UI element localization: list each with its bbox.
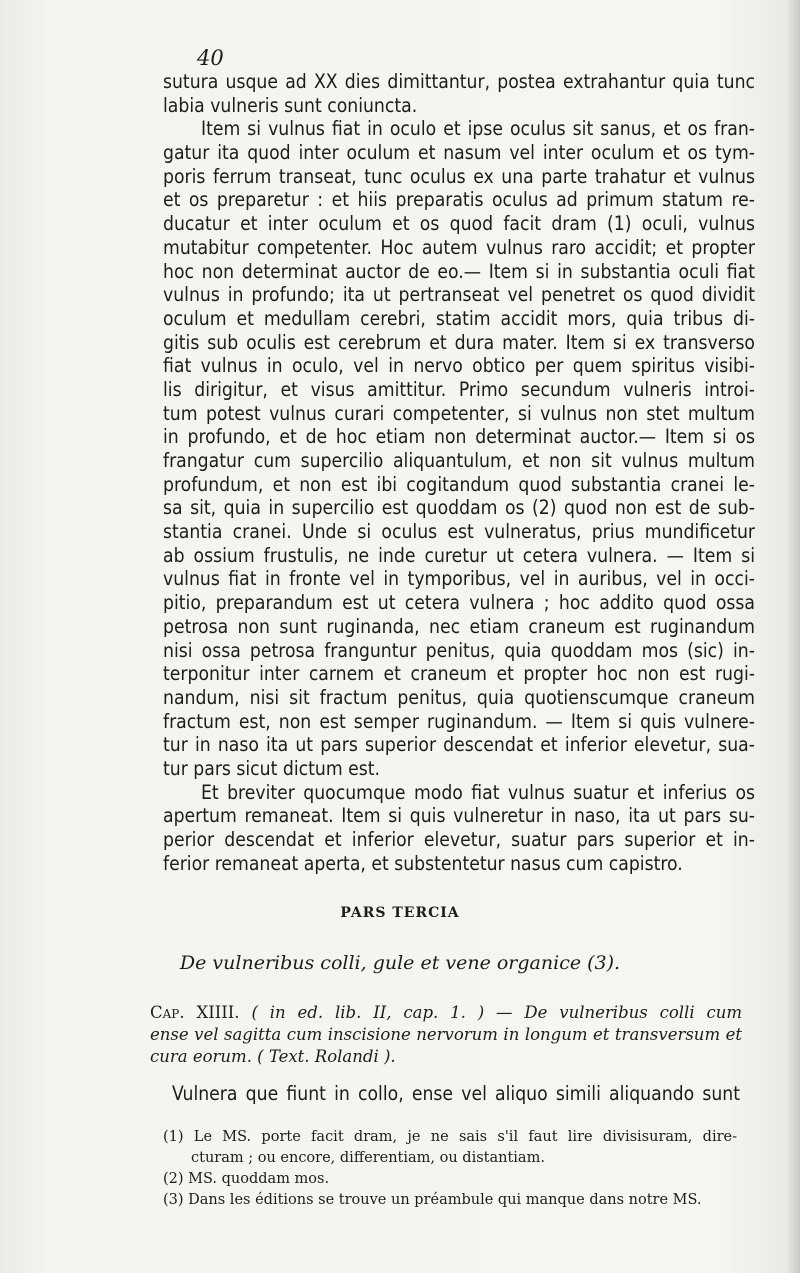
text-line: oculum et medullam cerebri, statim accidit mors, quia tribus di-: [163, 306, 755, 330]
text-line: sa sit, quia in supercilio est quoddam os (2) quod non est de sub-: [163, 496, 755, 520]
text-line: tur in naso ita ut pars superior descendat et inferior elevetur, sua-: [163, 733, 755, 757]
text-line: in profundo, et de hoc etiam non determinat auctor.— Item si os: [163, 425, 755, 449]
paragraph-start: Vulnera que fiunt in collo, ense vel aliquo simili aliquando sunt: [172, 1082, 740, 1105]
chapter-heading: [150, 1002, 742, 1068]
text-line: terponitur inter carnem et craneum et propter hoc non est rugi-: [163, 662, 755, 686]
chapter-heading-line: ense vel sagitta cum inscisione nervorum in longum et transversum et: [150, 1025, 742, 1044]
section-title: PARS TERCIA: [340, 905, 460, 921]
text-line: nandum, nisi sit fractum penitus, quia quotienscumque craneum: [163, 685, 755, 709]
footnote-line: (3) Dans les éditions se trouve un préambule qui manque dans notre MS.: [163, 1192, 702, 1208]
text-line: lis dirigitur, et visus amittitur. Primo secundum vulneris introi-: [163, 377, 755, 401]
footnote-line: (2) MS. quoddam mos.: [163, 1171, 330, 1187]
text-line: ab ossium frustulis, ne inde curetur ut cetera vulnera. — Item si: [163, 543, 755, 567]
text-line: fiat vulnus in oculo, vel in nervo obtico per quem spiritus visibi-: [163, 354, 755, 378]
text-line: vulnus in profundo; ita ut pertranseat vel penetret os quod dividit: [163, 283, 755, 307]
text-line: stantia cranei. Unde si oculus est vulneratus, prius mundificetur: [163, 520, 755, 544]
text-line: sutura usque ad XX dies dimittantur, postea extrahantur quia tunc: [163, 70, 755, 93]
text-line: mutabitur competenter. Hoc autem vulnus raro accidit; et propter: [163, 235, 755, 259]
text-line: gitis sub oculis est cerebrum et dura mater. Item si ex transverso: [163, 330, 755, 354]
main-text-block: [163, 70, 755, 875]
text-line: Et breviter quocumque modo fiat vulnus suatur et inferius os: [201, 780, 755, 804]
footnotes: [163, 1127, 737, 1211]
text-line: poris ferrum transeat, tunc oculus ex una parte trahatur et vulnus: [163, 164, 755, 188]
text-line: ducatur et inter oculum et os quod facit dram (1) oculi, vulnus: [163, 212, 755, 236]
page-edge-shadow: [786, 0, 800, 1273]
text-line: tum potest vulnus curari competenter, si vulnus non stet multum: [163, 401, 755, 425]
text-line: Item si vulnus fiat in oculo et ipse oculus sit sanus, et os fran-: [201, 117, 755, 141]
text-line: perior descendat et inferior elevetur, suatur pars superior et in-: [163, 828, 755, 851]
chapter-heading-line: ( in ed. lib. II, cap. 1. ) — De vulneribus colli cum: [251, 1003, 743, 1022]
text-line: apertum remaneat. Item si quis vulneretur in naso, ita ut pars su-: [163, 804, 755, 828]
text-line: fractum est, non est semper ruginandum. — Item si quis vulnere-: [163, 709, 755, 733]
chapter-label: Cap. XIIII.: [150, 1003, 240, 1022]
footnote-line: cturam ; ou encore, differentiam, ou distantiam.: [191, 1150, 545, 1166]
section-subtitle: De vulneribus colli, gule et vene organice (3).: [179, 952, 621, 974]
text-line: frangatur cum supercilio aliquantulum, et non sit vulnus multum: [163, 449, 755, 472]
text-line: vulnus fiat in fronte vel in tymporibus, vel in auribus, vel in occi-: [163, 567, 755, 591]
page-number: 40: [197, 46, 224, 70]
text-line: ferior remaneat aperta, et substentetur nasus cum capistro.: [163, 851, 683, 875]
text-line: nisi ossa petrosa franguntur penitus, quia quoddam mos (sic) in-: [163, 638, 755, 662]
text-line: tur pars sicut dictum est.: [163, 756, 380, 780]
text-line: gatur ita quod inter oculum et nasum vel inter oculum et os tym-: [163, 141, 755, 165]
text-line: labia vulneris sunt coniuncta.: [163, 93, 418, 117]
chapter-heading-line: cura eorum. ( Text. Rolandi ).: [150, 1047, 396, 1066]
text-line: pitio, preparandum est ut cetera vulnera ; hoc addito quod ossa: [163, 591, 755, 615]
text-line: profundum, et non est ibi cogitandum quod substantia cranei le-: [163, 472, 755, 496]
text-line: hoc non determinat auctor de eo.— Item si in substantia oculi fiat: [163, 259, 755, 283]
text-line: petrosa non sunt ruginanda, nec etiam craneum est ruginandum: [163, 614, 755, 638]
text-line: et os preparetur : et hiis preparatis oculus ad primum statum re-: [163, 188, 755, 212]
footnote-line: (1) Le MS. porte facit dram, je ne sais s'il faut lire divisisuram, dire-: [163, 1129, 737, 1145]
